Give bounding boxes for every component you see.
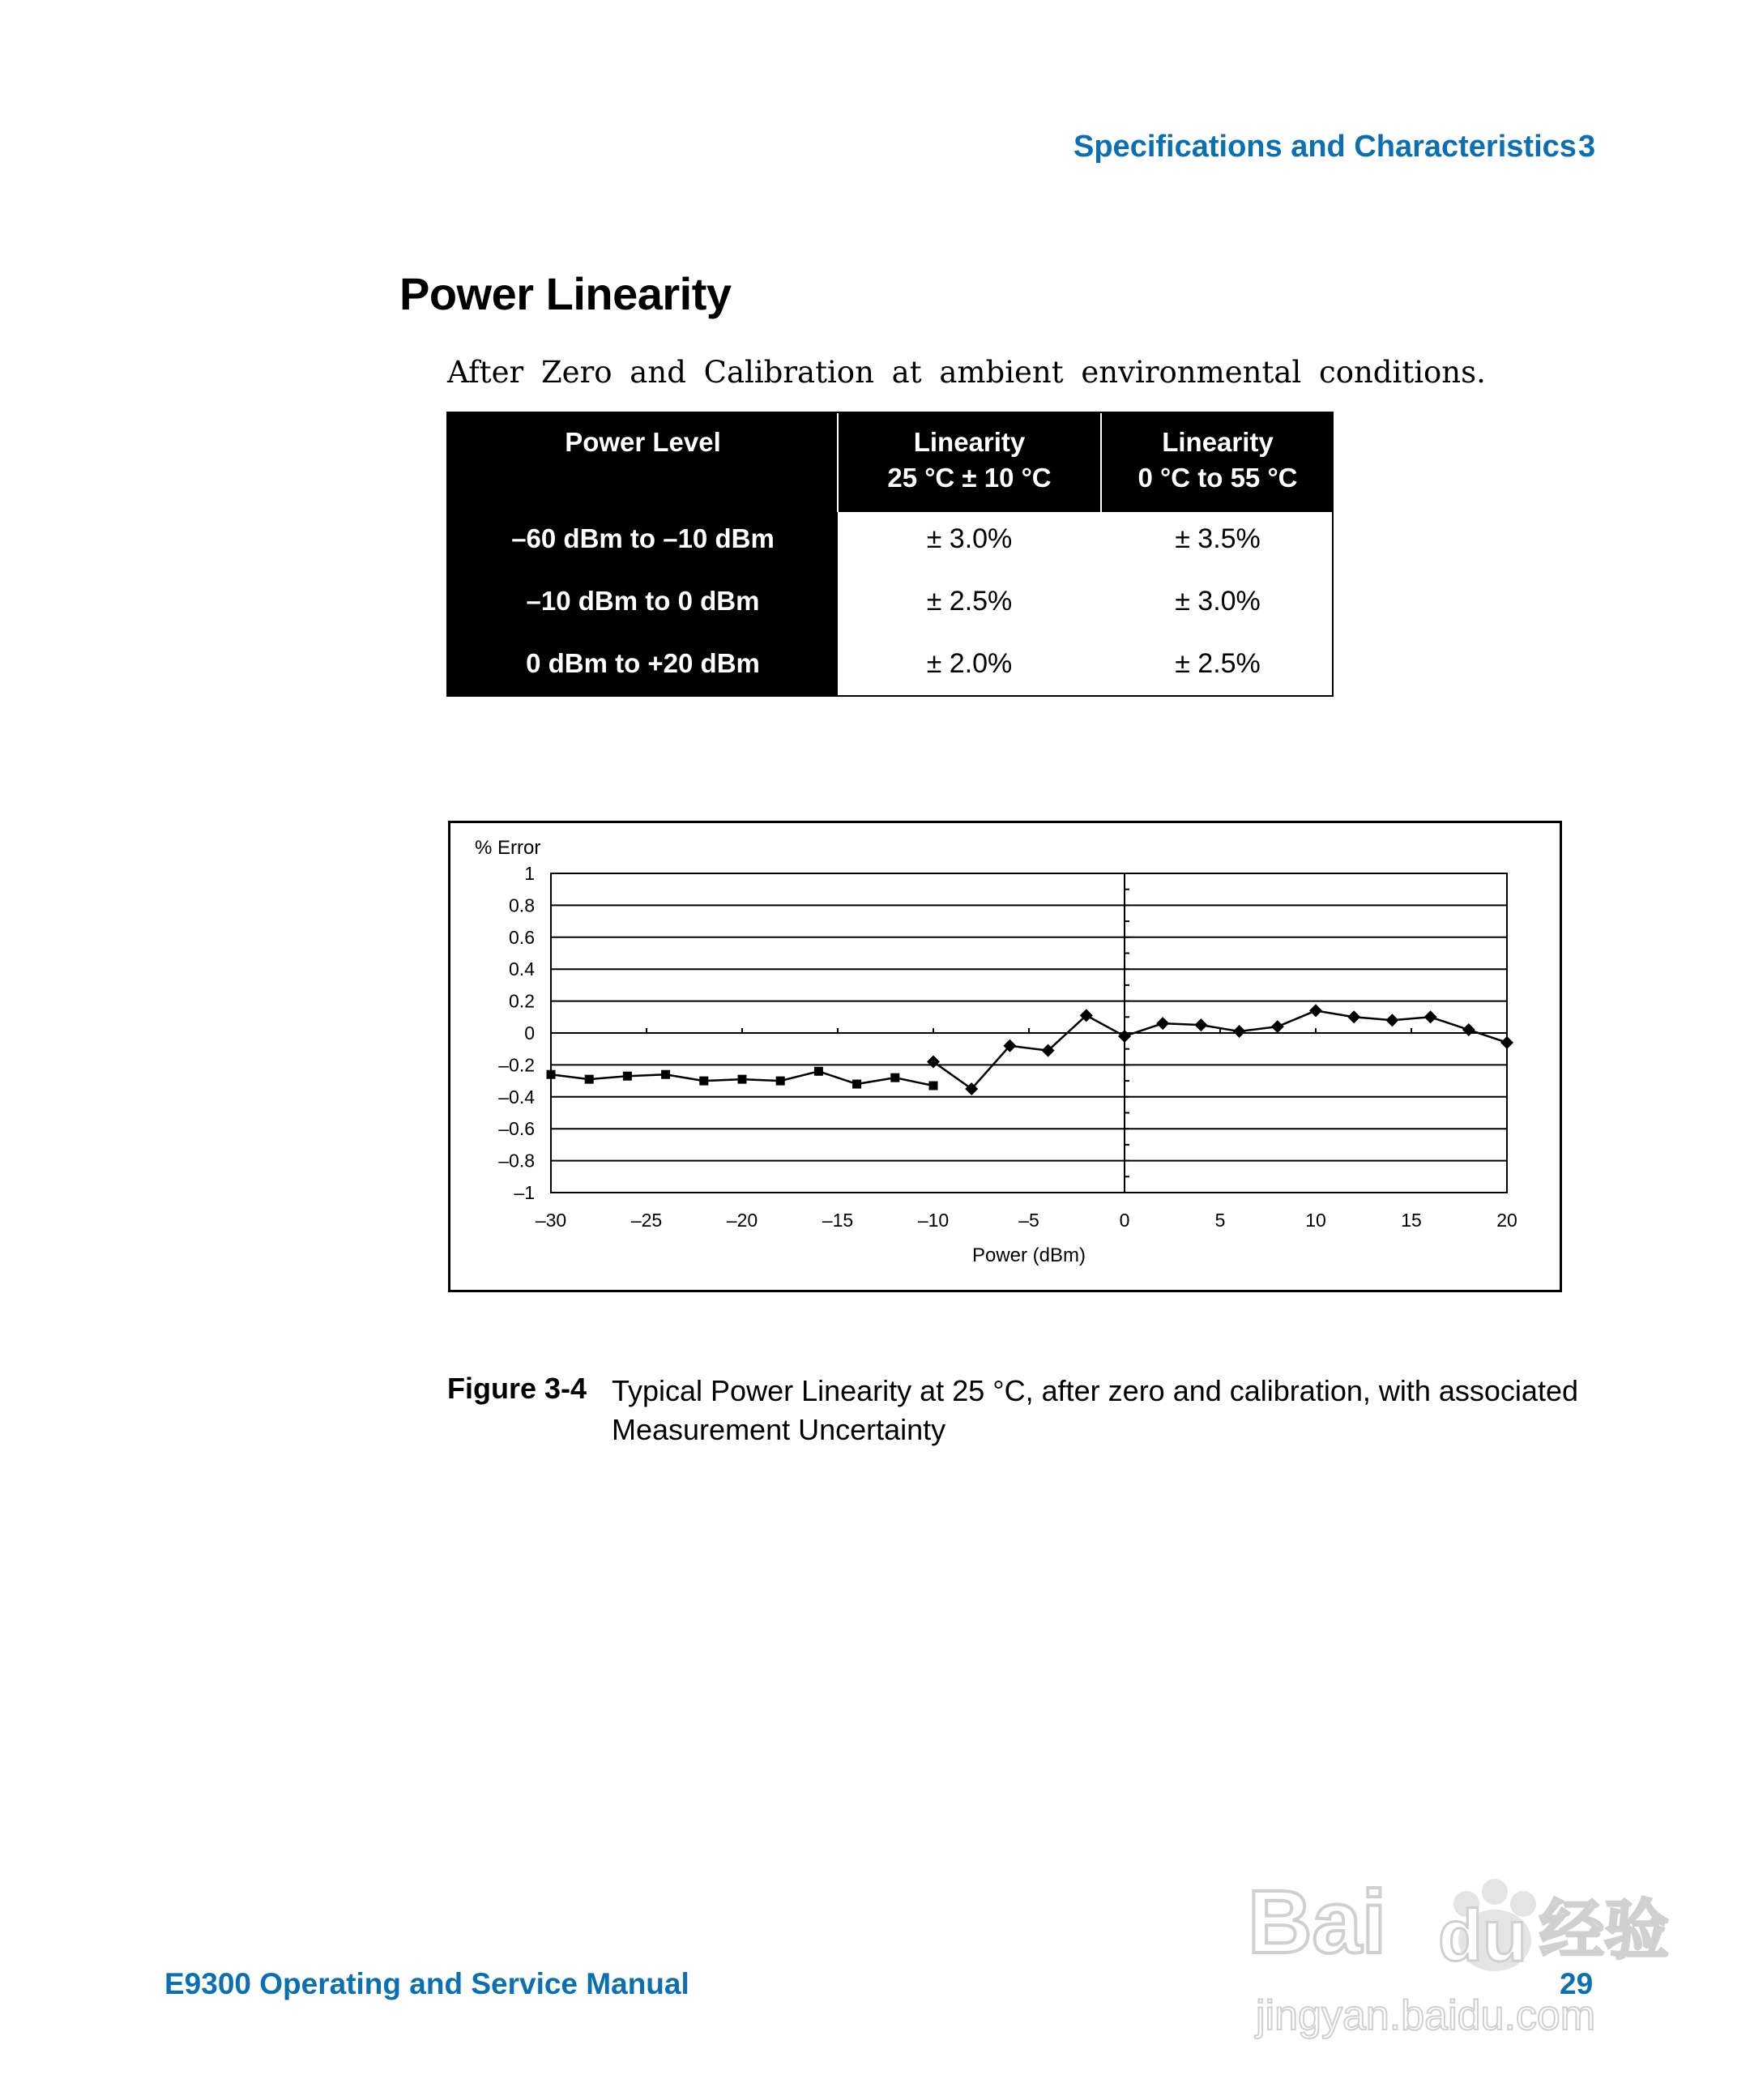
footer-page-number: 29: [1560, 1967, 1594, 2000]
x-tick-label: –15: [822, 1210, 854, 1231]
table-cell: ± 3.0%: [926, 523, 1013, 554]
table-cell: ± 2.0%: [926, 648, 1013, 679]
header-chapter-number: 3: [1578, 130, 1596, 164]
footer-manual-title: E9300 Operating and Service Manual: [164, 1967, 689, 2000]
table-cell: ± 2.5%: [1175, 648, 1261, 679]
intro-text: After Zero and Calibration at ambient environmental conditions.: [447, 355, 1486, 390]
data-point-diamond: [1233, 1025, 1246, 1038]
data-point-diamond: [1194, 1018, 1207, 1031]
svg-text:jingyan.baidu.com: jingyan.baidu.com: [1256, 1992, 1596, 2039]
y-tick-label: 1: [524, 863, 535, 884]
y-tick-label: 0: [524, 1022, 535, 1044]
y-tick-label: 0.2: [509, 990, 535, 1012]
x-tick-label: –10: [917, 1210, 950, 1231]
data-point-diamond: [1347, 1010, 1360, 1023]
data-point-square: [814, 1067, 823, 1076]
data-point-diamond: [1462, 1023, 1475, 1036]
data-point-square: [585, 1075, 594, 1084]
data-point-square: [776, 1077, 785, 1086]
data-point-square: [929, 1082, 938, 1091]
svg-text:经验: 经验: [1539, 1893, 1669, 1968]
linearity-chart-frame: [448, 821, 1562, 1292]
table-row-label: –10 dBm to 0 dBm: [526, 586, 760, 616]
table-cell: ± 2.5%: [926, 586, 1013, 617]
y-tick-label: –1: [514, 1182, 535, 1203]
data-point-diamond: [927, 1055, 940, 1068]
table-row-label: 0 dBm to +20 dBm: [526, 648, 760, 678]
data-point-square: [661, 1070, 670, 1079]
data-point-diamond: [1500, 1036, 1513, 1049]
y-tick-label: –0.8: [498, 1150, 535, 1172]
linearity-chart: [450, 823, 1560, 1290]
y-tick-label: 0.6: [509, 926, 535, 948]
data-point-square: [738, 1075, 747, 1084]
table-cell: ± 3.5%: [1175, 523, 1261, 554]
series-line: [933, 1010, 1507, 1089]
x-tick-label: 5: [1214, 1210, 1226, 1231]
data-point-square: [547, 1070, 556, 1079]
data-point-square: [890, 1073, 899, 1082]
figure-caption: Typical Power Linearity at 25 °C, after zero and calibration, with associated Measurement Uncertainty: [612, 1374, 1578, 1446]
x-tick-label: –20: [726, 1210, 758, 1231]
header-section-title: Specifications and Characteristics: [1073, 130, 1577, 164]
x-tick-label: –25: [630, 1210, 663, 1231]
figure-label: Figure 3-4: [447, 1372, 587, 1405]
data-point-diamond: [1271, 1020, 1284, 1033]
x-axis-label: Power (dBm): [971, 1244, 1086, 1266]
x-tick-label: –30: [535, 1210, 567, 1231]
data-point-diamond: [1424, 1010, 1437, 1023]
data-point-square: [852, 1080, 861, 1089]
x-tick-label: 15: [1401, 1210, 1422, 1231]
x-tick-label: –5: [1018, 1210, 1039, 1231]
linearity-table: [446, 412, 1334, 697]
table-header-linearity-0-55c: Linearity 0 °C to 55 °C: [1138, 427, 1298, 493]
table-row-label: –60 dBm to –10 dBm: [511, 523, 775, 553]
data-point-diamond: [1156, 1017, 1169, 1030]
y-tick-label: –0.4: [498, 1086, 535, 1108]
x-tick-label: 10: [1305, 1210, 1326, 1231]
y-tick-label: –0.6: [498, 1118, 535, 1140]
baidu-watermark-logo: [1248, 1847, 1669, 2054]
x-tick-label: 0: [1119, 1210, 1130, 1231]
svg-text:du: du: [1438, 1896, 1527, 1977]
data-point-diamond: [1118, 1030, 1131, 1043]
y-tick-label: 0.4: [509, 958, 535, 980]
table-cell: ± 3.0%: [1175, 586, 1261, 617]
data-point-diamond: [1309, 1004, 1322, 1017]
page-title: Power Linearity: [399, 268, 732, 319]
svg-text:Bai: Bai: [1248, 1872, 1387, 1972]
table-header-linearity-25c: Linearity 25 °C ± 10 °C: [887, 427, 1052, 493]
table-header-power-level: Power Level: [565, 427, 721, 457]
data-point-diamond: [1385, 1014, 1398, 1027]
y-axis-label: % Error: [475, 837, 541, 859]
data-point-square: [699, 1077, 708, 1086]
data-point-square: [623, 1072, 632, 1081]
x-tick-label: 20: [1496, 1210, 1517, 1231]
y-tick-label: 0.8: [509, 894, 535, 916]
y-tick-label: –0.2: [498, 1054, 535, 1076]
